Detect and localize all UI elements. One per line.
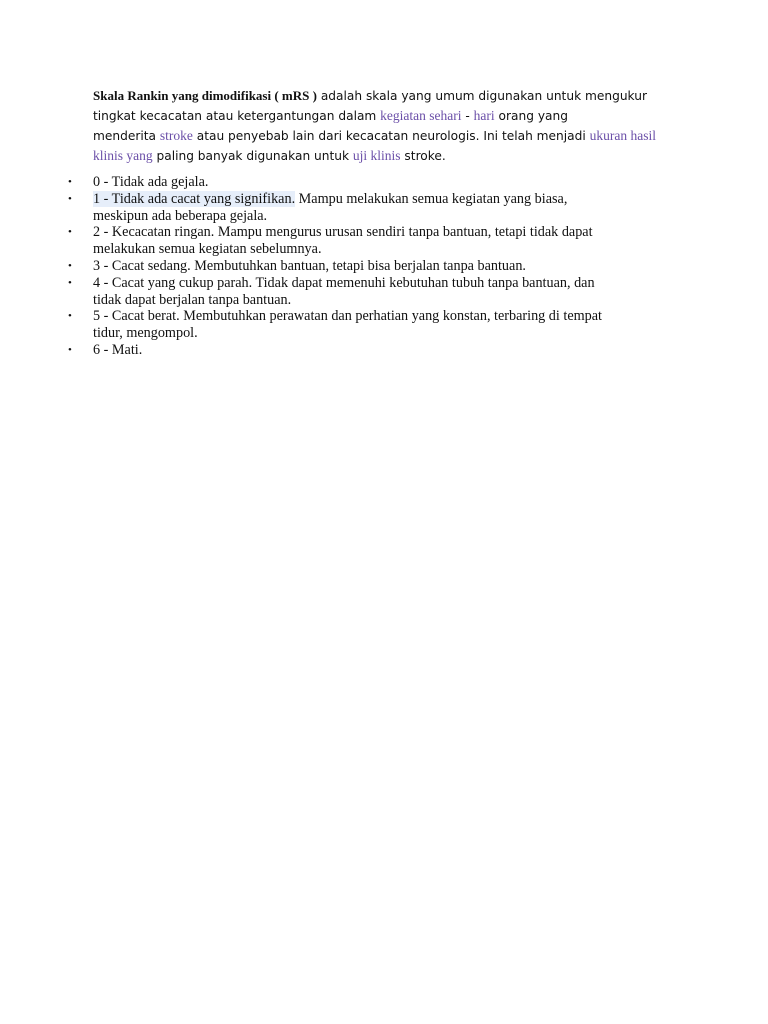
- bullet-icon: •: [68, 310, 72, 323]
- intro-text: stroke.: [400, 149, 446, 163]
- list-item-text: tidur, mengompol.: [93, 325, 198, 342]
- list-item: [0, 174, 653, 191]
- intro-line-2: [93, 106, 693, 126]
- intro-text: atau penyebab lain dari kecacatan neurologis. Ini telah menjadi: [192, 129, 590, 143]
- link-uji-klinis[interactable]: uji klinis: [352, 148, 401, 163]
- intro-text: menderita: [93, 129, 160, 143]
- intro-line-3: [93, 126, 693, 146]
- mrs-scale-list: [0, 174, 768, 359]
- list-item: [0, 308, 653, 342]
- list-item-text-rest: Mampu melakukan semua kegiatan yang biasa,: [295, 190, 568, 207]
- list-item: [0, 224, 653, 258]
- intro-text: adalah skala yang umum digunakan untuk mengukur: [316, 89, 647, 103]
- link-stroke[interactable]: stroke: [159, 128, 193, 143]
- link-ukuran-hasil[interactable]: ukuran hasil: [589, 128, 656, 143]
- highlighted-text: 1 - Tidak ada cacat yang signifikan.: [93, 190, 296, 207]
- bullet-icon: •: [68, 192, 72, 205]
- list-item-text: 6 - Mati.: [93, 341, 143, 358]
- intro-text: orang yang: [494, 109, 568, 123]
- list-item: [0, 342, 653, 359]
- list-item-text: 3 - Cacat sedang. Membutuhkan bantuan, tetapi bisa berjalan tanpa bantuan.: [93, 257, 526, 274]
- bullet-icon: •: [68, 226, 72, 239]
- list-item-text: melakukan semua kegiatan sebelumnya.: [93, 241, 322, 258]
- list-item: [0, 258, 653, 275]
- bullet-icon: •: [68, 343, 72, 356]
- intro-line-1: [93, 86, 693, 106]
- link-kegiatan-sehari[interactable]: kegiatan sehari: [380, 108, 462, 123]
- bullet-icon: •: [68, 276, 72, 289]
- intro-paragraph: [93, 86, 693, 166]
- list-item: [0, 275, 653, 309]
- intro-text: -: [461, 109, 474, 123]
- link-klinis-yang[interactable]: klinis yang: [93, 148, 153, 163]
- term-mrs: Skala Rankin yang dimodifikasi ( mRS ): [93, 88, 317, 103]
- list-item-text: tidak dapat berjalan tanpa bantuan.: [93, 291, 292, 308]
- list-item-text: 5 - Cacat berat. Membutuhkan perawatan dan perhatian yang konstan, terbaring di tempat: [93, 308, 602, 325]
- intro-line-4: [93, 146, 693, 166]
- list-item-text: meskipun ada beberapa gejala.: [93, 207, 268, 224]
- intro-text: paling banyak digunakan untuk: [152, 149, 353, 163]
- list-item-text: [93, 191, 653, 208]
- bullet-icon: •: [68, 259, 72, 272]
- intro-text: tingkat kecacatan atau ketergantungan dalam: [93, 109, 381, 123]
- bullet-icon: •: [68, 176, 72, 188]
- list-item-text: 4 - Cacat yang cukup parah. Tidak dapat memenuhi kebutuhan tubuh tanpa bantuan, dan: [93, 274, 595, 291]
- list-item-text: 0 - Tidak ada gejala.: [93, 174, 209, 190]
- list-item: [0, 191, 653, 225]
- link-hari[interactable]: hari: [473, 108, 495, 123]
- list-item-text: 2 - Kecacatan ringan. Mampu mengurus urusan sendiri tanpa bantuan, tetapi tidak dapat: [93, 224, 593, 241]
